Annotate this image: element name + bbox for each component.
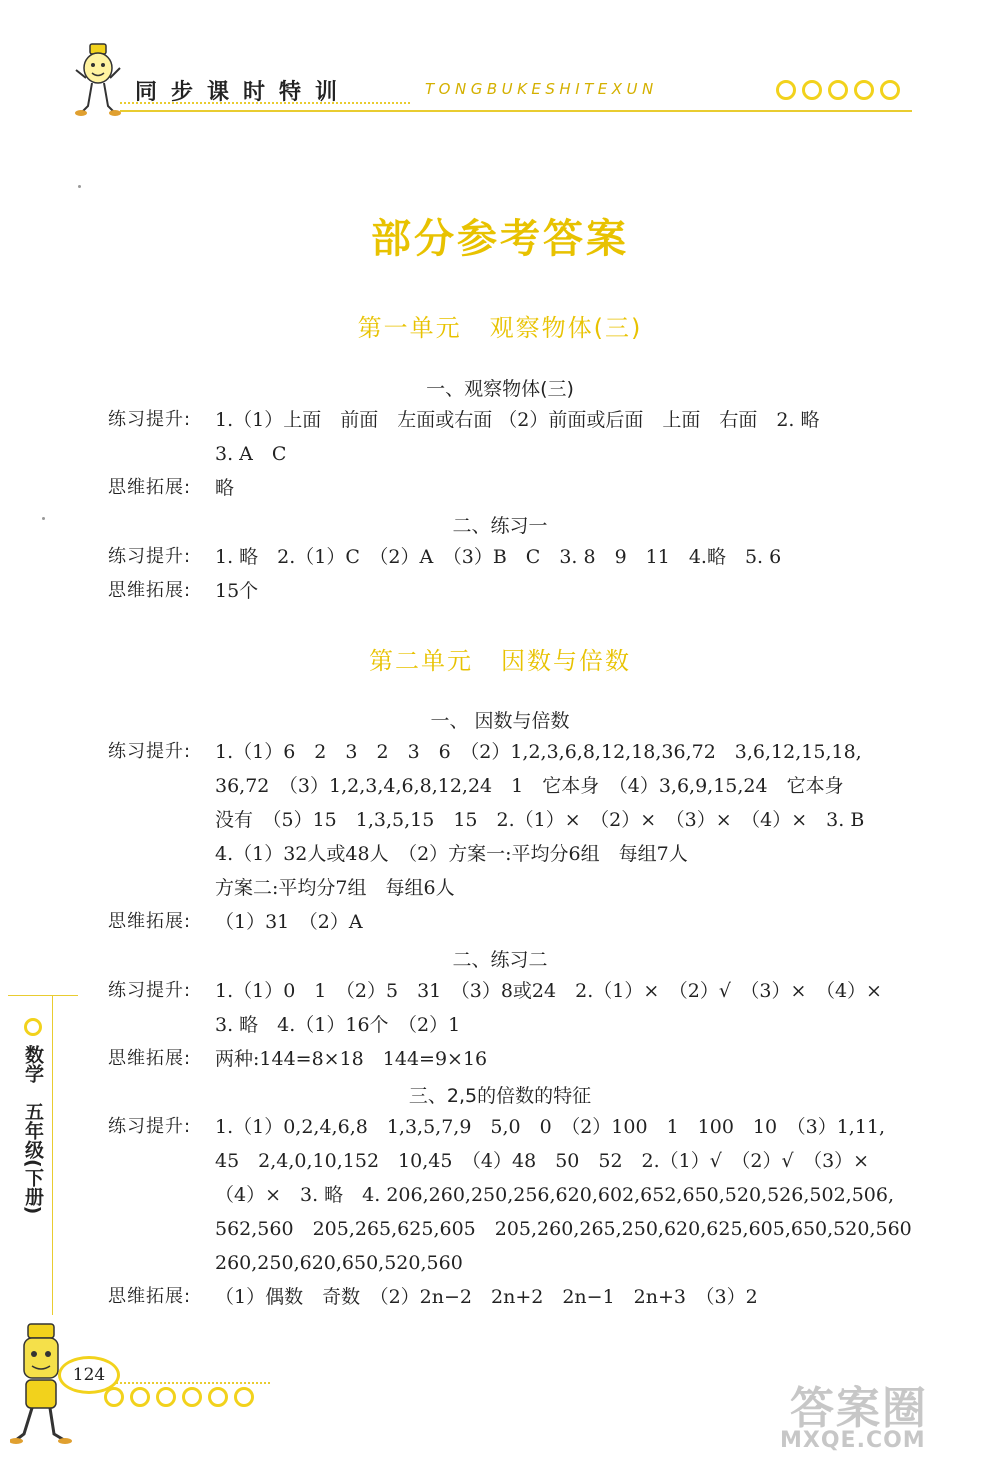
circle-icon xyxy=(234,1387,254,1407)
extend-label: 思维拓展: xyxy=(108,911,192,932)
sidebar-book-label: 数学 五年级(下册) xyxy=(22,1045,44,1215)
answer-line: （1）31 （2）A xyxy=(215,911,363,933)
extend-label: 思维拓展: xyxy=(108,1286,192,1307)
page-number: 124 xyxy=(58,1356,120,1394)
sidebar-rule xyxy=(8,995,78,996)
unit2-title xyxy=(0,641,1000,676)
watermark-logo xyxy=(765,1372,990,1460)
watermark-url: MXQE.COM xyxy=(780,1428,926,1453)
footer-dotted-rule xyxy=(100,1382,270,1384)
answer-line: 45 2,4,0,10,152 10,45 （4）48 50 52 2.（1）√ （2）√ （3）× xyxy=(215,1150,870,1172)
practice-label: 练习提升: xyxy=(108,409,192,430)
unit2-name: 因数与倍数 xyxy=(501,647,631,675)
circle-icon xyxy=(24,1018,42,1036)
footer-circle-row xyxy=(104,1387,254,1407)
unit2-sec2-title: 二、练习二 xyxy=(452,949,548,971)
extend-label: 思维拓展: xyxy=(108,1048,192,1069)
circle-icon xyxy=(104,1387,124,1407)
practice-label: 练习提升: xyxy=(108,1116,192,1137)
answer-line: 1.（1）0 1 （2）5 31 （3）8或24 2.（1）× （2）√ （3）× （4）× xyxy=(215,980,882,1002)
header-title: 同步课时特训 xyxy=(135,80,352,105)
answer-line: 4.（1）32人或48人 （2）方案一:平均分6组 每组7人 xyxy=(215,843,688,865)
circle-icon xyxy=(130,1387,150,1407)
header-circle-row xyxy=(776,80,900,100)
answer-line: 略 xyxy=(215,477,235,499)
circle-icon xyxy=(156,1387,176,1407)
practice-label: 练习提升: xyxy=(108,546,192,567)
unit2-number: 第二单元 xyxy=(369,647,473,675)
answer-line: 36,72 （3）1,2,3,4,6,8,12,24 1 它本身 （4）3,6,9,15,24 它本身 xyxy=(215,775,844,797)
circle-icon xyxy=(828,80,848,100)
header-subtitle: TONGBUKESHITEXUN xyxy=(425,80,658,98)
answer-line: 1.（1）6 2 3 2 3 6 （2）1,2,3,6,8,12,18,36,72 3,6,12,15,18, xyxy=(215,741,862,763)
answer-line: 没有 （5）15 1,3,5,15 15 2.（1）× （2）× （3）× （4）× 3. B xyxy=(215,809,865,831)
circle-icon xyxy=(854,80,874,100)
unit1-sec1-title: 一、观察物体(三) xyxy=(426,378,574,400)
answer-line: 1. 略 2.（1）C （2）A （3）B C 3. 8 9 11 4.略 5. 6 xyxy=(215,546,782,568)
answer-line: 1.（1）上面 前面 左面或右面 （2）前面或后面 上面 右面 2. 略 xyxy=(215,409,820,431)
extend-label: 思维拓展: xyxy=(108,477,192,498)
circle-icon xyxy=(182,1387,202,1407)
circle-icon xyxy=(776,80,796,100)
page-title: 部分参考答案 xyxy=(371,215,629,262)
answer-line: 1.（1）0,2,4,6,8 1,3,5,7,9 5,0 0 （2）100 1 100 10 （3）1,11, xyxy=(215,1116,886,1138)
circle-icon xyxy=(802,80,822,100)
print-speck xyxy=(78,185,81,188)
watermark-title: 答案圈 xyxy=(790,1383,928,1434)
answer-line: 260,250,620,650,520,560 xyxy=(215,1252,463,1274)
unit1-sec2-title: 二、练习一 xyxy=(452,515,548,537)
answer-line: 562,560 205,265,625,605 205,260,265,250,620,625,605,650,520,560 xyxy=(215,1218,912,1240)
practice-label: 练习提升: xyxy=(108,741,192,762)
answer-line: 方案二:平均分7组 每组6人 xyxy=(215,877,455,899)
answer-line: 3. A C xyxy=(215,443,287,465)
unit1-title xyxy=(0,308,1000,343)
unit2-sec3-title: 三、2,5的倍数的特征 xyxy=(408,1085,592,1107)
circle-icon xyxy=(880,80,900,100)
answer-line: 15个 xyxy=(215,580,259,602)
practice-label: 练习提升: xyxy=(108,980,192,1001)
sidebar-vertical-rule xyxy=(52,995,53,1315)
unit1-number: 第一单元 xyxy=(357,314,462,342)
answer-line: （4）× 3. 略 4. 206,260,250,256,620,602,652,650,520,526,502,506, xyxy=(215,1184,894,1206)
answer-line: （1）偶数 奇数 （2）2n−2 2n+2 2n−1 2n+3 （3）2 xyxy=(215,1286,758,1308)
answer-line: 两种:144=8×18 144=9×16 xyxy=(215,1048,488,1070)
answer-line: 3. 略 4.（1）16个 （2）1 xyxy=(215,1014,461,1036)
header-rule xyxy=(120,110,912,112)
extend-label: 思维拓展: xyxy=(108,580,192,601)
unit1-name: 观察物体(三) xyxy=(489,314,643,342)
pencil-mascot-icon xyxy=(68,40,128,120)
circle-icon xyxy=(208,1387,228,1407)
unit2-sec1-title: 一、 因数与倍数 xyxy=(430,710,570,732)
